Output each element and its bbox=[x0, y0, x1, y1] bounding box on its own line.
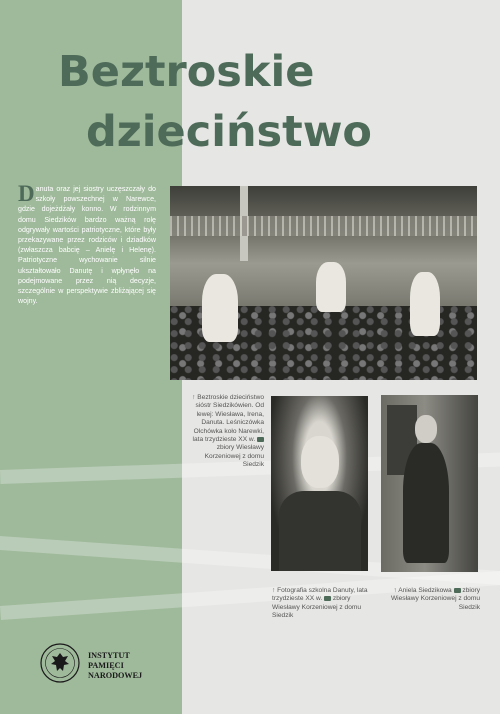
title-line-2: dzieciństwo bbox=[86, 107, 372, 157]
photo-three-sisters bbox=[170, 186, 477, 380]
caption-credit: zbiory Wiesławy Korzeniowej z domu Siedzik bbox=[272, 595, 362, 620]
intro-paragraph bbox=[18, 181, 156, 306]
caption-credit: zbiory Wiesławy Korzeniowej z domu Siedzik bbox=[204, 444, 264, 469]
photo-aniela bbox=[381, 395, 478, 572]
ipn-emblem-icon bbox=[40, 643, 80, 683]
camera-icon bbox=[324, 596, 331, 601]
institute-line-2: PAMIĘCI bbox=[88, 661, 124, 670]
drop-cap: D bbox=[18, 181, 35, 206]
photo-coat bbox=[279, 491, 361, 571]
institute-name bbox=[88, 651, 142, 681]
photo-head bbox=[415, 415, 437, 443]
arrow-up-icon: ↑ bbox=[192, 394, 196, 401]
caption-main-photo bbox=[182, 394, 264, 470]
camera-icon bbox=[257, 437, 264, 442]
photo-figure bbox=[403, 443, 449, 563]
photo-girl-left bbox=[202, 274, 238, 342]
photo-girl-right bbox=[410, 272, 440, 336]
photo-face bbox=[301, 436, 339, 488]
caption-credit: zbiory Wiesławy Korzeniowej z domu Siedzik bbox=[390, 587, 480, 611]
photo-fence bbox=[170, 216, 477, 236]
intro-text: anuta oraz jej siostry uczęszczały do szkoły powszechnej w Narewce, gdzie dojeżdżały konno. W rodzinnym domu Siedzików bardzo ważną rolę odgrywały wartości patriotyczne, które były przekazywane przez rodziców i dziadków (zwłaszcza babcię – Anielę i Helenę). Patriotyczne wychowanie silnie ukształtowało Danutę i wpłynęło na podejmowane przez nią decyzje, szczególnie w perspektywie zbliżającej się wojny. bbox=[18, 185, 156, 306]
caption-aniela-photo bbox=[378, 587, 480, 612]
photo-school-portrait bbox=[271, 396, 368, 571]
caption-text: Fotografia szkolna Danuty, lata trzydzieste XX w. bbox=[272, 587, 368, 603]
title-line-1: Beztroskie bbox=[58, 47, 315, 97]
institute-line-1: INSTYTUT bbox=[88, 651, 130, 660]
caption-text: Beztroskie dzieciństwo sióstr Siedzikówien. Od lewej: Wiesława, Irena, Danuta. Leśniczówka Olchówka koło Narewki, lata trzydzieste XX w. bbox=[192, 394, 264, 444]
caption-text: Aniela Siedzikowa bbox=[398, 587, 452, 594]
caption-school-photo bbox=[272, 587, 370, 621]
arrow-up-icon: ↑ bbox=[393, 587, 397, 594]
photo-girl-middle bbox=[316, 262, 346, 312]
arrow-up-icon: ↑ bbox=[272, 587, 276, 594]
camera-icon bbox=[454, 588, 461, 593]
institute-line-3: NARODOWEJ bbox=[88, 671, 143, 680]
